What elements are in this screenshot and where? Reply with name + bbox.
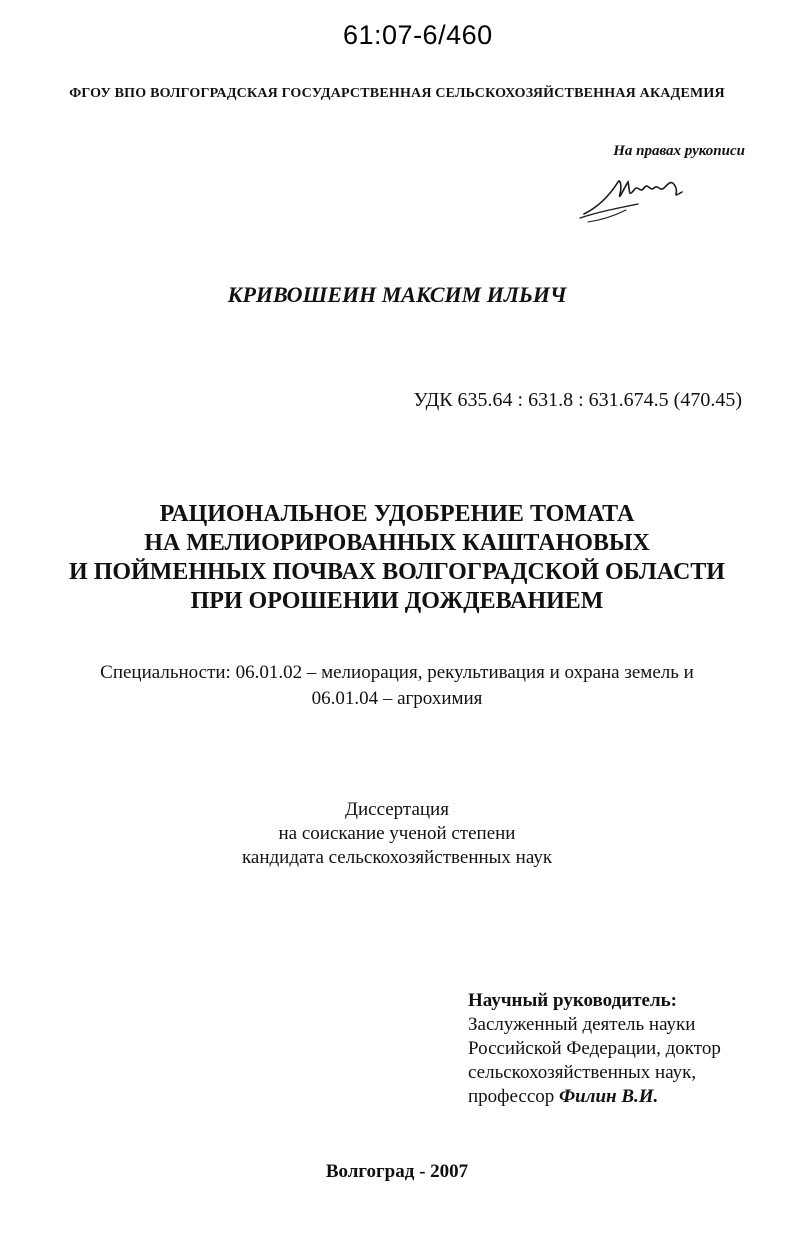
- advisor-name-line: [468, 1085, 721, 1109]
- udc-code: УДК 635.64 : 631.8 : 631.674.5 (470.45): [413, 389, 742, 411]
- institution-name: ФГОУ ВПО ВОЛГОГРАДСКАЯ ГОСУДАРСТВЕННАЯ СЕЛЬСКОХОЗЯЙСТВЕННАЯ АКАДЕМИЯ: [69, 86, 725, 101]
- specialty-line: 06.01.04 – агрохимия: [311, 688, 483, 709]
- manuscript-rights-note: На правах рукописи: [613, 143, 745, 159]
- title-line: ПРИ ОРОШЕНИИ ДОЖДЕВАНИЕМ: [190, 588, 604, 614]
- catalog-number: 61:07-6/460: [343, 20, 493, 50]
- title-line: НА МЕЛИОРИРОВАННЫХ КАШТАНОВЫХ: [144, 530, 650, 556]
- author-name: КРИВОШЕИН МАКСИМ ИЛЬИЧ: [227, 282, 567, 307]
- advisor-heading: Научный руководитель:: [468, 990, 677, 1011]
- advisor-line: Заслуженный деятель науки: [468, 1014, 696, 1035]
- degree-line: кандидата сельскохозяйственных наук: [241, 847, 553, 868]
- handwritten-signature: [578, 168, 698, 224]
- degree-line: на соискание ученой степени: [278, 823, 516, 844]
- advisor-name: Филин В.И.: [559, 1086, 659, 1107]
- advisor-line: сельскохозяйственных наук,: [468, 1062, 697, 1083]
- title-line: РАЦИОНАЛЬНОЕ УДОБРЕНИЕ ТОМАТА: [159, 501, 635, 527]
- degree-statement: [0, 798, 794, 870]
- dissertation-title: [0, 500, 794, 616]
- advisor-rank: профессор: [468, 1086, 560, 1107]
- title-line: И ПОЙМЕННЫХ ПОЧВАХ ВОЛГОГРАДСКОЙ ОБЛАСТИ: [69, 559, 725, 585]
- advisor-line: Российской Федерации, доктор: [468, 1038, 721, 1059]
- city-year: Волгоград - 2007: [325, 1161, 469, 1182]
- specialties: [0, 660, 794, 712]
- scientific-advisor: [468, 989, 721, 1109]
- specialty-line: Специальности: 06.01.02 – мелиорация, рекультивация и охрана земель и: [100, 662, 694, 683]
- degree-line: Диссертация: [345, 799, 449, 820]
